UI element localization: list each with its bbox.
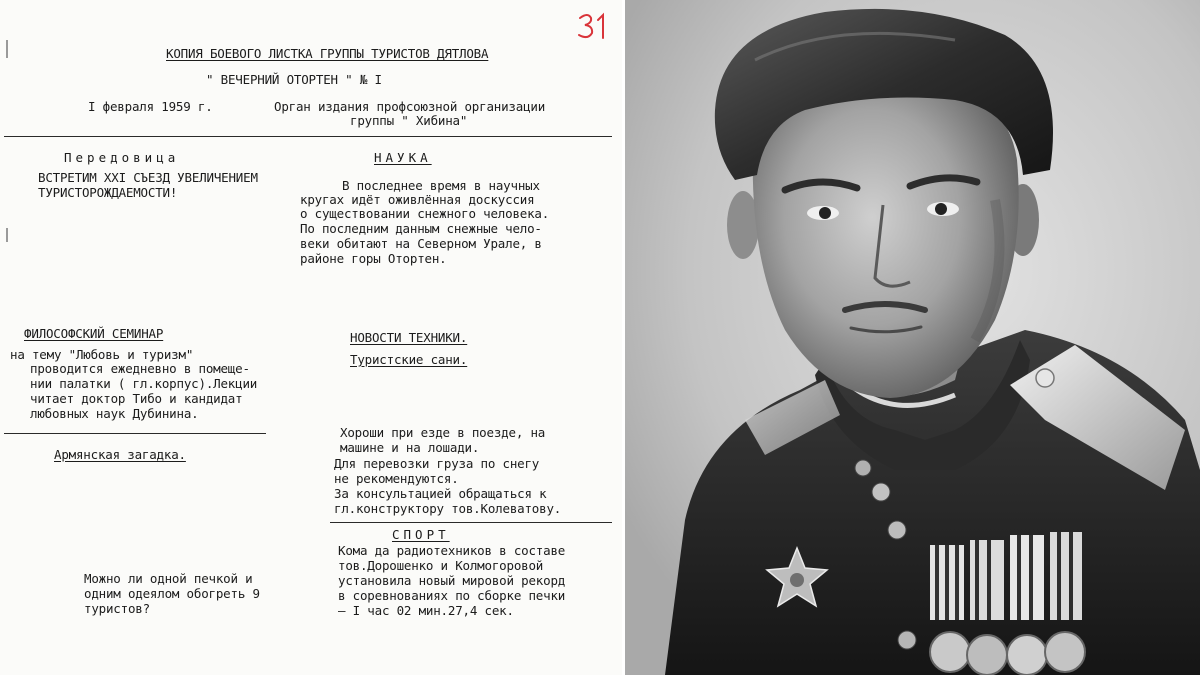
tech-line: За консультацией обращаться к xyxy=(334,486,547,501)
issue-title: " ВЕЧЕРНИЙ ОТОРТЕН " № I xyxy=(206,72,382,87)
seminar-line: нии палатки ( гл.корпус).Лекции xyxy=(30,376,258,391)
seminar-line: на тему "Любовь и туризм" xyxy=(10,347,194,362)
sport-heading: СПОРТ xyxy=(392,527,450,542)
tech-line: гл.конструктору тов.Колеватову. xyxy=(334,501,562,516)
publisher-line-2: группы " Хибина" xyxy=(350,113,468,128)
editorial-heading: Передовица xyxy=(64,150,180,165)
medal-icon xyxy=(930,632,970,672)
header-title: КОПИЯ БОЕВОГО ЛИСТКА ГРУППЫ ТУРИСТОВ ДЯТЛОВА xyxy=(166,46,489,61)
tunic-button-icon xyxy=(855,460,871,476)
tech-line: машине и на лошади. xyxy=(340,440,480,455)
science-line: о существовании снежного человека. xyxy=(300,206,550,221)
tunic-button-icon xyxy=(872,483,890,501)
science-line: В последнее время в научных xyxy=(342,178,540,193)
riddle-line: Можно ли одной печкой и xyxy=(84,571,253,586)
pupil-left xyxy=(819,207,831,219)
tech-heading: НОВОСТИ ТЕХНИКИ. xyxy=(350,330,468,345)
tech-line: Хороши при езде в поезде, на xyxy=(340,425,546,440)
tech-subheading: Туристские сани. xyxy=(350,352,468,367)
tech-line: Для перевозки груза по снегу xyxy=(334,456,540,471)
pupil-right xyxy=(935,203,947,215)
tunic-button-icon xyxy=(888,521,906,539)
tech-rule xyxy=(330,522,612,523)
margin-mark xyxy=(6,40,8,58)
science-line: кругах идёт оживлённая доскуссия xyxy=(300,192,535,207)
medal-icon xyxy=(1007,635,1047,675)
science-line: веки обитают на Северном Урале, в xyxy=(300,236,542,251)
editorial-line: ВСТРЕТИМ ХХI СЪЕЗД УВЕЛИЧЕНИЕМ xyxy=(38,170,258,185)
seminar-rule xyxy=(4,433,266,434)
science-line: районе горы Отортен. xyxy=(300,251,447,266)
sport-line: тов.Дорошенко и Колмогоровой xyxy=(338,558,544,573)
strap-button-icon xyxy=(1036,369,1054,387)
sport-line: Кома да радиотехников в составе xyxy=(338,543,566,558)
sport-line: – I час 02 мин.27,4 сек. xyxy=(338,603,514,618)
margin-mark xyxy=(6,228,8,242)
seminar-line: любовных наук Дубинина. xyxy=(30,406,199,421)
order-star-center xyxy=(790,573,804,587)
header-rule xyxy=(4,136,612,137)
issue-date: I февраля 1959 г. xyxy=(88,99,213,114)
tunic-button-icon xyxy=(898,631,916,649)
portrait-illustration xyxy=(625,0,1200,675)
publisher-line-1: Орган издания профсоюзной организации xyxy=(274,99,546,114)
seminar-heading: ФИЛОСОФСКИЙ СЕМИНАР xyxy=(24,326,164,341)
tech-line: не рекомендуются. xyxy=(334,471,459,486)
handwritten-page-number xyxy=(576,10,610,42)
portrait-photo xyxy=(625,0,1200,675)
medal-icon xyxy=(967,635,1007,675)
science-heading: НАУКА xyxy=(374,150,432,165)
riddle-heading: Армянская загадка. xyxy=(54,447,186,462)
science-line: По последним данным снежные чело- xyxy=(300,221,542,236)
seminar-line: читает доктор Тибо и кандидат xyxy=(30,391,243,406)
sport-line: в соревнованиях по сборке печки xyxy=(338,588,566,603)
sport-line: установила новый мировой рекорд xyxy=(338,573,566,588)
riddle-line: туристов? xyxy=(84,601,150,616)
editorial-line: ТУРИСТОРОЖДАЕМОСТИ! xyxy=(38,185,178,200)
medal-icon xyxy=(1045,632,1085,672)
riddle-line: одним одеялом обогреть 9 xyxy=(84,586,260,601)
seminar-line: проводится ежедневно в помеще- xyxy=(30,361,250,376)
